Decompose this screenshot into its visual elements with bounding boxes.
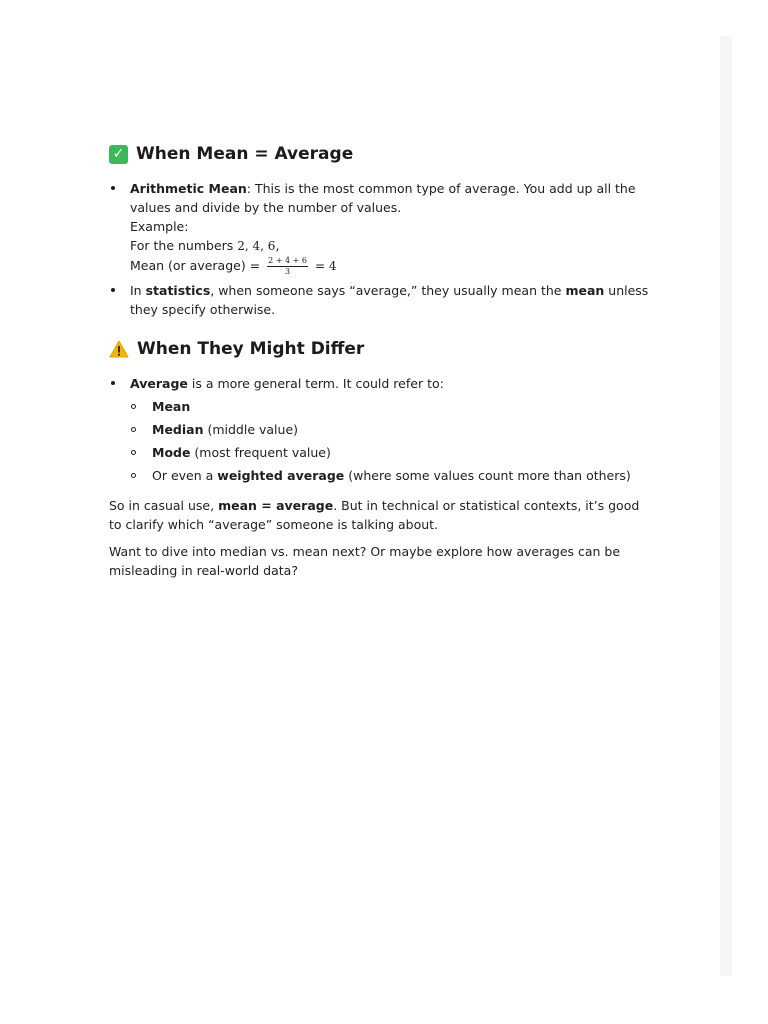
section-heading-mean-equals-average (109, 140, 649, 168)
summary-post: . But in technical or statistical contexts, it’s good to clarify which “average” someone is talking about. (109, 498, 640, 532)
followup-paragraph: Want to dive into median vs. mean next? Or maybe explore how averages can be misleading in real-world data? (109, 544, 621, 578)
sublist-item-mode (130, 443, 649, 462)
heading-text: When They Might Differ (137, 339, 365, 359)
term-mode: Mode (152, 445, 191, 460)
mean-result: = 4 (315, 259, 337, 273)
section-heading-when-they-differ (109, 335, 649, 363)
term-statistics: statistics (145, 283, 211, 298)
weighted-pre: Or even a (152, 468, 218, 483)
average-sublist (130, 397, 649, 485)
mean-fraction (267, 256, 308, 277)
warning-icon (109, 340, 129, 358)
statistics-pre: In (130, 283, 146, 298)
example-label: Example: (130, 219, 189, 234)
fraction-denominator: 3 (285, 267, 291, 276)
weighted-text: (where some values count more than others) (344, 468, 631, 483)
heading-text: When Mean = Average (136, 144, 354, 164)
term-arithmetic-mean: Arithmetic Mean (130, 181, 247, 196)
summary-pre: So in casual use, (109, 498, 219, 513)
term-weighted-average: weighted average (217, 468, 345, 483)
median-text: (middle value) (203, 422, 299, 437)
mean-list (109, 179, 649, 319)
term-mean-equals-average: mean = average (218, 498, 334, 513)
summary-paragraph (109, 496, 649, 534)
arithmetic-mean-text: : This is the most common type of average. You add up all the values and divide by the number of values. (130, 181, 636, 215)
term-average: Average (130, 376, 188, 391)
term-mean: mean (565, 283, 605, 298)
numbers-math: 2, 4, 6 (237, 239, 276, 253)
list-item-average (109, 374, 649, 485)
check-mark-icon: ✓ (109, 145, 128, 164)
sublist-item-weighted-average (130, 466, 649, 485)
numbers-suffix: , (275, 238, 280, 253)
mode-text: (most frequent value) (190, 445, 331, 460)
differ-list (109, 374, 649, 485)
fraction-numerator: 2 + 4 + 6 (268, 256, 308, 265)
scrollbar-track[interactable] (720, 36, 732, 976)
statistics-post: unless they specify otherwise. (130, 283, 649, 317)
message-content (109, 140, 649, 580)
mean-prefix: Mean (or average) = (130, 258, 261, 273)
numbers-prefix: For the numbers (130, 238, 234, 253)
term-median: Median (152, 422, 204, 437)
list-item-arithmetic-mean (109, 179, 649, 277)
list-item-statistics (109, 281, 649, 319)
sublist-item-mean (130, 397, 649, 416)
term-mean-sub: Mean (152, 399, 191, 414)
average-text: is a more general term. It could refer to: (187, 376, 444, 391)
statistics-mid: , when someone says “average,” they usually mean the (210, 283, 566, 298)
sublist-item-median (130, 420, 649, 439)
